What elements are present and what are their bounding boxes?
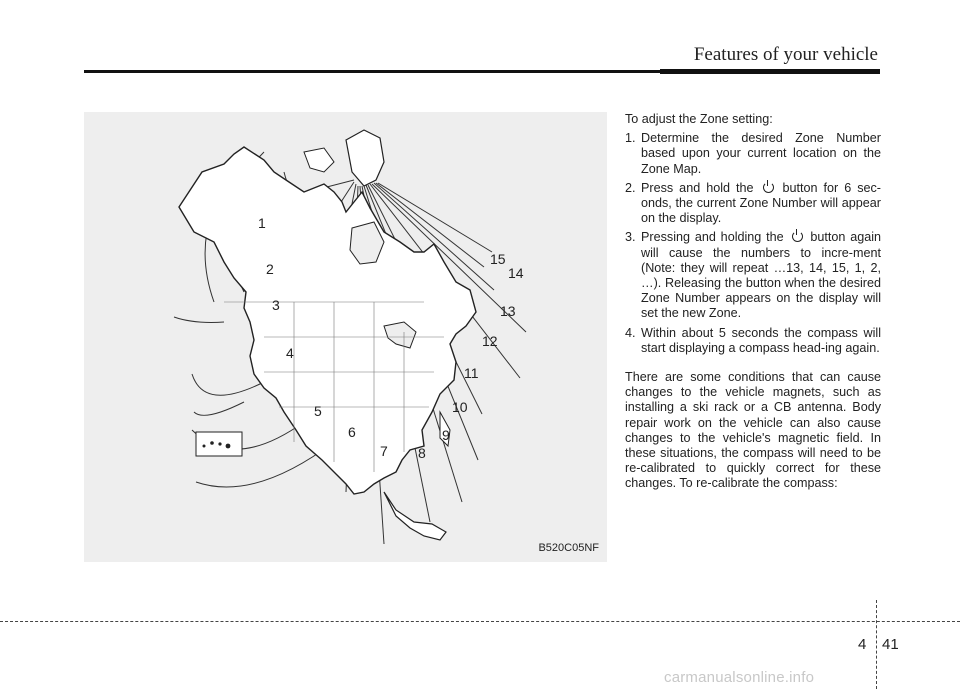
- zone-arc: [194, 402, 244, 415]
- zone-label-15: 15: [490, 251, 506, 267]
- step-number: 4.: [625, 325, 636, 340]
- steps-list: [625, 131, 881, 356]
- power-button-icon: [792, 231, 803, 242]
- arctic-island: [304, 148, 334, 172]
- power-button-icon: [763, 182, 774, 193]
- zone-label-2: 2: [266, 261, 274, 277]
- page-header-title: Features of your vehicle: [693, 44, 878, 65]
- zone-label-5: 5: [314, 403, 322, 419]
- step-text-after: button for 6 sec-onds, the current Zone Number will appear on the display.: [641, 180, 882, 226]
- step-number: 3.: [625, 230, 636, 245]
- step-number: 2.: [625, 180, 636, 195]
- footer-rule: [0, 621, 960, 622]
- zone-label-8: 8: [418, 445, 426, 461]
- body-paragraph: There are some conditions that can cause changes to the vehicle magnets, such as installing a ski rack or a CB antenna. Body repair work on the vehicle can also cause changes to the vehicle's magnetic field. In these situations, the compass will need to be re-calibrated to quickly correct for these changes. To re-calibrate the compass:: [625, 370, 881, 491]
- zone-label-9: 9: [442, 427, 450, 443]
- greenland-outline: [346, 130, 384, 186]
- figure-code: B520C05NF: [538, 542, 599, 554]
- zone-label-14: 14: [508, 265, 524, 281]
- zone-arc: [192, 374, 264, 395]
- central-america-outline: [384, 492, 446, 540]
- footer-divider: [876, 600, 877, 689]
- north-america-zone-map: [84, 112, 607, 562]
- chapter-number: 4: [858, 636, 867, 653]
- zone-label-3: 3: [272, 297, 280, 313]
- step-item: [625, 181, 881, 227]
- step-number: 1.: [625, 131, 636, 146]
- zone-label-1: 1: [258, 215, 266, 231]
- zone-arc: [174, 317, 224, 322]
- step-item: [625, 326, 881, 356]
- zone-label-12: 12: [482, 333, 498, 349]
- zone-label-6: 6: [348, 424, 356, 440]
- zone-label-13: 13: [500, 303, 516, 319]
- zone-label-11: 11: [464, 365, 479, 381]
- step-text: Determine the desired Zone Number based upon your current location on the Zone Map.: [641, 131, 881, 176]
- zone-map-figure: [84, 112, 607, 562]
- instructions-column: [625, 112, 881, 492]
- zone-label-7: 7: [380, 443, 388, 459]
- step-text: Within about 5 seconds the compass will start displaying a compass head-ing again.: [641, 325, 881, 355]
- watermark-text: carmanualsonline.info: [664, 669, 815, 686]
- step-text-before: Press and hold the: [641, 180, 754, 195]
- intro-text: To adjust the Zone setting:: [625, 112, 773, 126]
- step-item: [625, 230, 881, 321]
- step-item: [625, 131, 881, 177]
- page-number: 41: [882, 636, 899, 653]
- zone-label-10: 10: [452, 399, 468, 415]
- zone-label-4: 4: [286, 345, 294, 361]
- header-rule-accent: [660, 69, 880, 74]
- step-text-before: Pressing and holding the: [641, 230, 784, 245]
- step-text-after: button again will cause the numbers to incre-ment (Note: they will repeat …13, 14, 15, 1, 2, …). Releasing the button when the desired Zone Number appears on the display will set the new Zone.: [641, 230, 882, 321]
